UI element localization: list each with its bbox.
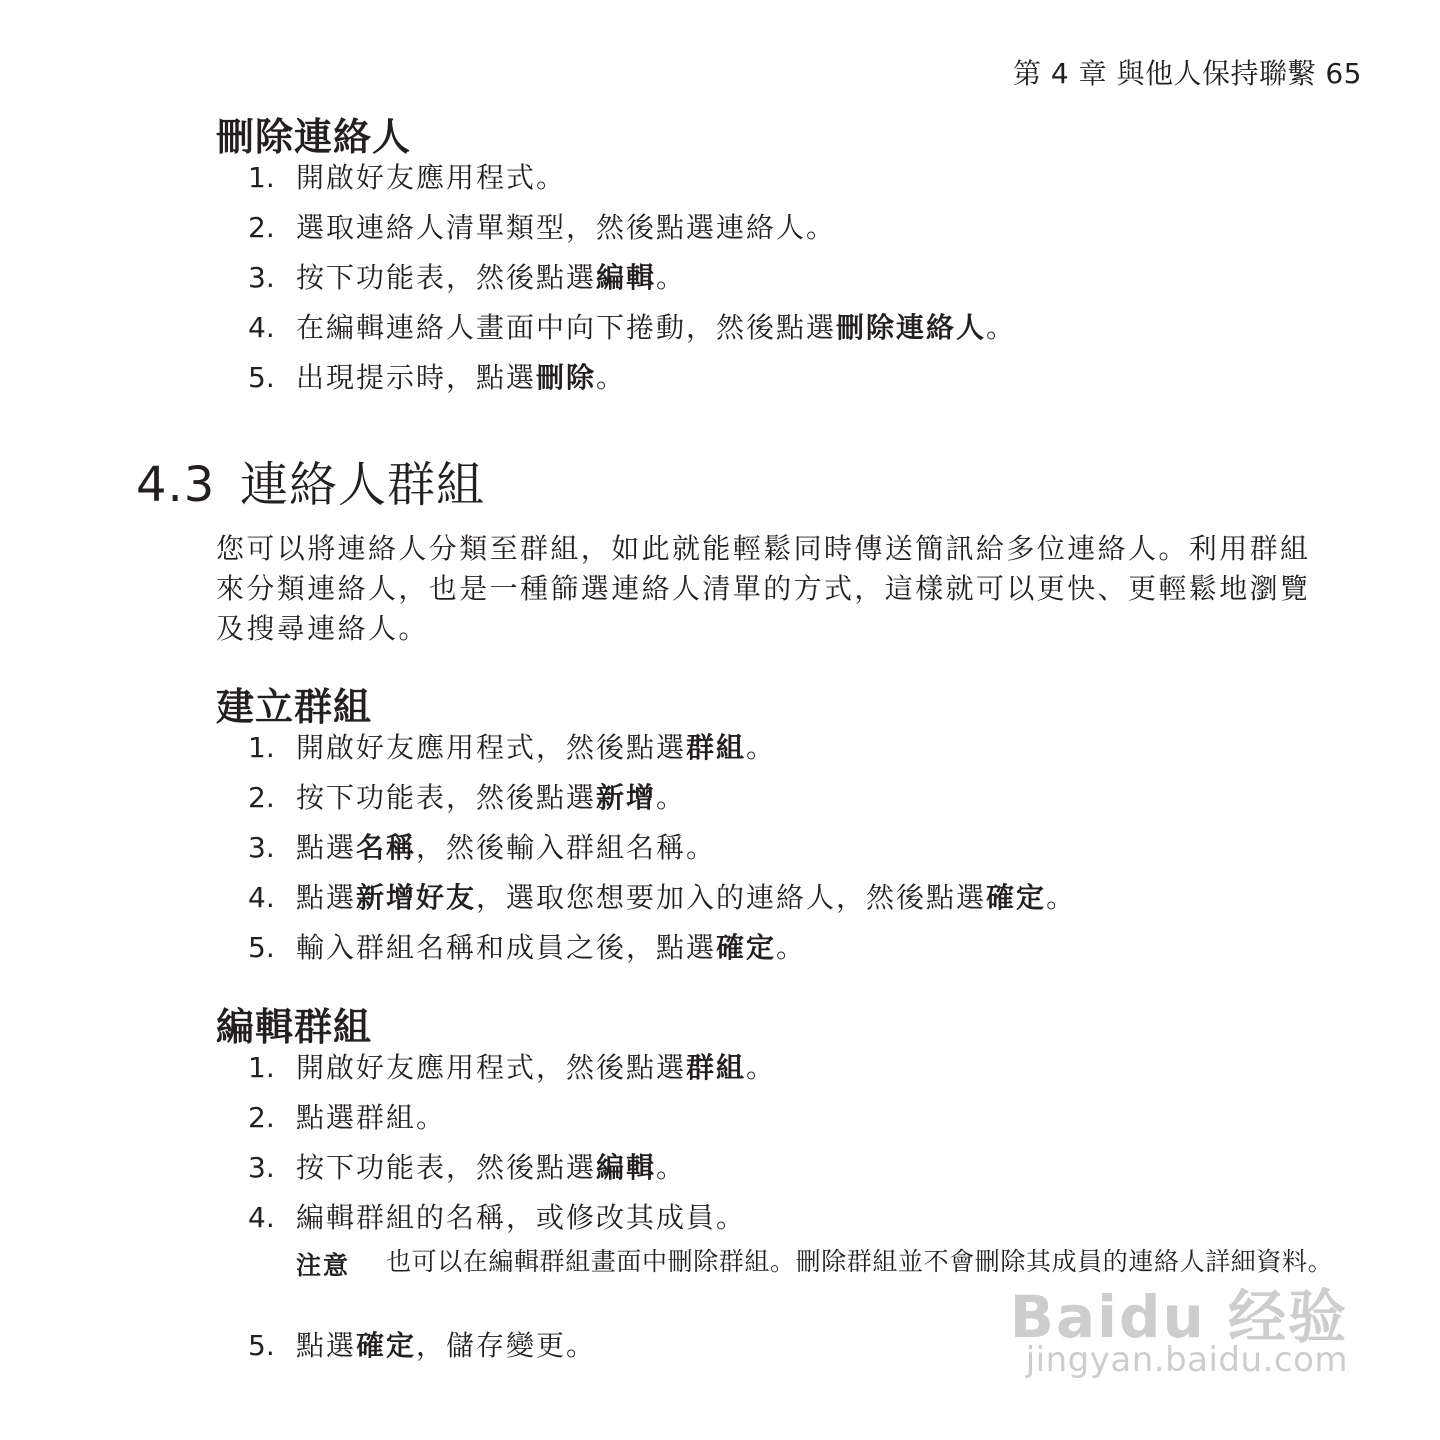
step-text: 。 [986,311,1017,344]
step-text: ，儲存變更。 [416,1329,597,1362]
list-item [248,926,806,966]
step-number: 3. [248,1151,275,1184]
step-number: 3. [248,261,275,294]
step-text: 點選群組。 [296,1101,447,1134]
step-number: 2. [248,1101,275,1134]
ui-term: 名稱 [356,831,417,864]
list-item [248,1096,446,1136]
list-item [248,206,836,246]
step-number: 1. [248,1051,275,1084]
step-text: 點選 [296,1329,357,1362]
ui-term: 群組 [686,731,747,764]
step-text: 。 [1046,881,1077,914]
step-text: 編輯群組的名稱，或修改其成員。 [296,1201,747,1234]
step-text: 出現提示時，點選 [296,361,537,394]
ui-term: 編輯 [596,261,657,294]
ui-term: 確定 [986,881,1047,914]
ui-term: 編輯 [596,1151,657,1184]
watermark [1009,1270,1348,1390]
step-text: 按下功能表，然後點選 [296,1151,597,1184]
ui-term: 刪除連絡人 [836,311,987,344]
step-number: 4. [248,311,275,344]
list-item [248,776,686,816]
create-group-heading: 建立群組 [216,685,373,729]
list-item [248,256,686,296]
step-number: 3. [248,831,275,864]
edit-group-heading: 編輯群組 [216,1005,373,1049]
step-text: ，然後輸入群組名稱。 [416,831,717,864]
step-number: 5. [248,361,275,394]
step-text: 。 [656,261,687,294]
list-item [248,306,1016,346]
step-number: 4. [248,1201,275,1234]
step-number: 4. [248,881,275,914]
list-item [248,156,566,196]
step-text: 按下功能表，然後點選 [296,261,597,294]
list-item [248,726,776,766]
watermark-url: jingyan.baidu.com [1025,1340,1348,1380]
ui-term: 群組 [686,1051,747,1084]
list-item [248,356,626,396]
watermark-logo: Baidu 经验 [1009,1283,1348,1351]
step-text: 。 [656,1151,687,1184]
list-item [248,1146,686,1186]
step-text: 選取連絡人清單類型，然後點選連絡人。 [296,211,837,244]
list-item [248,1196,746,1236]
section-title [136,446,485,515]
step-text: 。 [776,931,807,964]
list-item [248,826,716,866]
step-text: 點選 [296,881,357,914]
section-title-text: 連絡人群組 [240,457,486,513]
step-text: ，選取您想要加入的連絡人，然後點選 [476,881,987,914]
list-item [248,1046,776,1086]
list-item [248,1324,596,1364]
ui-term: 確定 [716,931,777,964]
step-number: 2. [248,781,275,814]
step-text: 點選 [296,831,357,864]
step-number: 5. [248,1329,275,1362]
step-text: 開啟好友應用程式，然後點選 [296,1051,687,1084]
ui-term: 新增好友 [356,881,477,914]
step-text: 開啟好友應用程式。 [296,161,567,194]
step-text: 。 [746,731,777,764]
note-label: 注意 [296,1251,351,1280]
step-text: 開啟好友應用程式，然後點選 [296,731,687,764]
step-text: 輸入群組名稱和成員之後，點選 [296,931,717,964]
step-number: 2. [248,211,275,244]
delete-contact-heading: 刪除連絡人 [216,115,412,159]
list-item [248,876,1076,916]
step-text: 。 [596,361,627,394]
step-text: 。 [656,781,687,814]
note-text: 也可以在編輯群組畫面中刪除群組。刪除群組並不會刪除其成員的連絡人詳細資料。 [386,1247,1334,1276]
ui-term: 刪除 [536,361,597,394]
step-text: 按下功能表，然後點選 [296,781,597,814]
section-intro: 您可以將連絡人分類至群組，如此就能輕鬆同時傳送簡訊給多位連絡人。利用群組來分類連絡人，也是一種篩選連絡人清單的方式，這樣就可以更快、更輕鬆地瀏覽及搜尋連絡人。 [216,532,1311,645]
step-text: 在編輯連絡人畫面中向下捲動，然後點選 [296,311,837,344]
ui-term: 確定 [356,1329,417,1362]
ui-term: 新增 [596,781,657,814]
section-number: 4.3 [136,457,216,513]
step-number: 1. [248,161,275,194]
step-text: 。 [746,1051,777,1084]
step-number: 1. [248,731,275,764]
running-header: 第 4 章 與他人保持聯繫 65 [1012,57,1362,90]
step-number: 5. [248,931,275,964]
